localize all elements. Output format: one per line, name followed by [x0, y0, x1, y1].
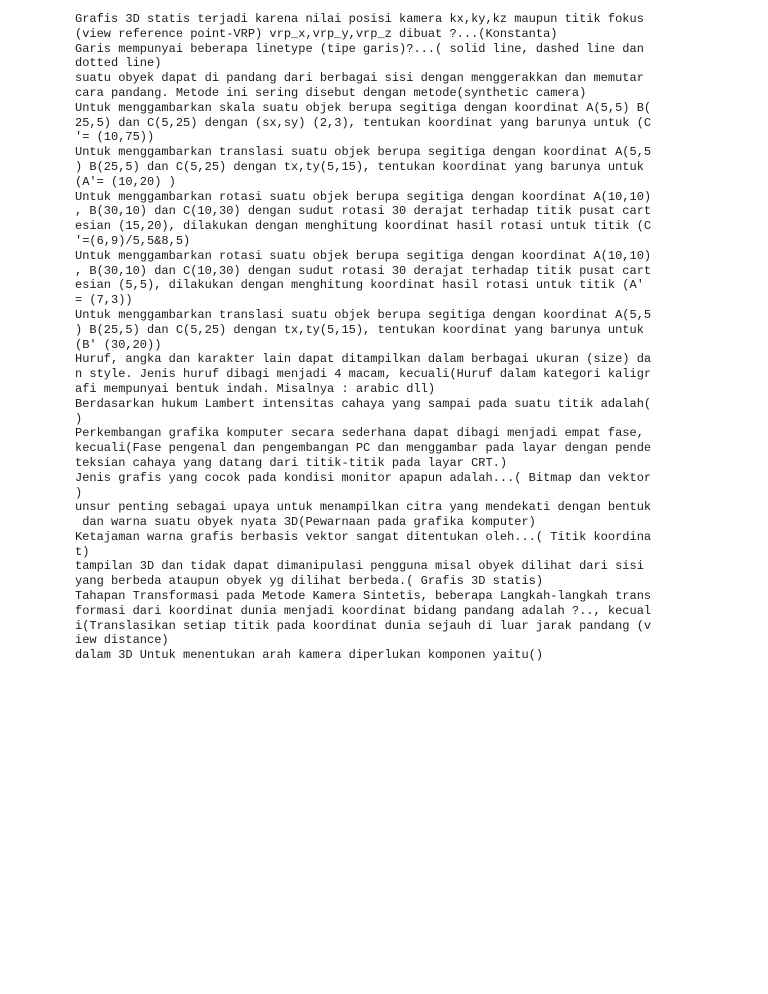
text-line: formasi dari koordinat dunia menjadi koordinat bidang pandang adalah ?.., kecual [75, 603, 652, 618]
text-line: Untuk menggambarkan translasi suatu objek berupa segitiga dengan koordinat A(5,5 [75, 145, 652, 160]
text-line: yang berbeda ataupun obyek yg dilihat berbeda.( Grafis 3D statis) [75, 574, 544, 589]
text-line: Tahapan Transformasi pada Metode Kamera Sintetis, beberapa Langkah-langkah trans [75, 589, 652, 604]
text-line: dotted line) [75, 56, 162, 71]
text-line: (view reference point-VRP) vrp_x,vrp_y,vrp_z dibuat ?...(Konstanta) [75, 26, 558, 41]
text-line: esian (15,20), dilakukan dengan menghitung koordinat hasil rotasi untuk titik (C [75, 219, 652, 234]
text-line: kecuali(Fase pengenal dan pengembangan PC dan menggambar pada layar dengan pende [75, 441, 652, 456]
text-line: i(Translasikan setiap titik pada koordinat dunia sejauh di luar jarak pandang (v [75, 618, 652, 633]
text-line: n style. Jenis huruf dibagi menjadi 4 macam, kecuali(Huruf dalam kategori kaligr [75, 367, 652, 382]
text-line: , B(30,10) dan C(10,30) dengan sudut rotasi 30 derajat terhadap titik pusat cart [75, 263, 652, 278]
text-line: ) [75, 411, 83, 426]
text-line: '=(6,9)/5,5&8,5) [75, 233, 191, 248]
text-line: teksian cahaya yang datang dari titik-titik pada layar CRT.) [75, 455, 508, 470]
text-line: tampilan 3D dan tidak dapat dimanipulasi pengguna misal obyek dilihat dari sisi [75, 559, 644, 574]
text-line: , B(30,10) dan C(10,30) dengan sudut rotasi 30 derajat terhadap titik pusat cart [75, 204, 652, 219]
text-line: (A'= (10,20) ) [75, 174, 176, 189]
text-line: ) B(25,5) dan C(5,25) dengan tx,ty(5,15), tentukan koordinat yang barunya untuk [75, 322, 644, 337]
text-line: esian (5,5), dilakukan dengan menghitung koordinat hasil rotasi untuk titik (A' [75, 278, 644, 293]
text-line: suatu obyek dapat di pandang dari berbagai sisi dengan menggerakkan dan memutar [75, 71, 644, 86]
text-line: Untuk menggambarkan skala suatu objek berupa segitiga dengan koordinat A(5,5) B( [75, 100, 652, 115]
text-line: Untuk menggambarkan rotasi suatu objek berupa segitiga dengan koordinat A(10,10) [75, 189, 652, 204]
document-body [75, 12, 685, 663]
text-line: Untuk menggambarkan rotasi suatu objek berupa segitiga dengan koordinat A(10,10) [75, 248, 652, 263]
text-line: Huruf, angka dan karakter lain dapat ditampilkan dalam berbagai ukuran (size) da [75, 352, 652, 367]
text-line: '= (10,75)) [75, 130, 155, 145]
text-line: afi mempunyai bentuk indah. Misalnya : arabic dll) [75, 381, 436, 396]
text-line: Berdasarkan hukum Lambert intensitas cahaya yang sampai pada suatu titik adalah( [75, 396, 652, 411]
text-line: Untuk menggambarkan translasi suatu objek berupa segitiga dengan koordinat A(5,5 [75, 307, 652, 322]
text-line: dalam 3D Untuk menentukan arah kamera diperlukan komponen yaitu() [75, 648, 544, 663]
text-line: = (7,3)) [75, 293, 133, 308]
text-line: ) [75, 485, 83, 500]
text-line: Grafis 3D statis terjadi karena nilai posisi kamera kx,ky,kz maupun titik fokus [75, 12, 644, 26]
text-line: unsur penting sebagai upaya untuk menampilkan citra yang mendekati dengan bentuk [75, 500, 652, 515]
text-line: Perkembangan grafika komputer secara sederhana dapat dibagi menjadi empat fase, [75, 426, 644, 441]
text-line: cara pandang. Metode ini sering disebut dengan metode(synthetic camera) [75, 85, 587, 100]
text-line: ) B(25,5) dan C(5,25) dengan tx,ty(5,15), tentukan koordinat yang barunya untuk [75, 159, 644, 174]
text-line: Jenis grafis yang cocok pada kondisi monitor apapun adalah...( Bitmap dan vektor [75, 470, 652, 485]
text-line: (B' (30,20)) [75, 337, 162, 352]
text-line: 25,5) dan C(5,25) dengan (sx,sy) (2,3), tentukan koordinat yang barunya untuk (C [75, 115, 652, 130]
text-line: iew distance) [75, 633, 169, 648]
text-line: dan warna suatu obyek nyata 3D(Pewarnaan pada grafika komputer) [75, 515, 536, 530]
text-line: t) [75, 544, 90, 559]
text-line: Ketajaman warna grafis berbasis vektor sangat ditentukan oleh...( Titik koordina [75, 529, 652, 544]
text-line: Garis mempunyai beberapa linetype (tipe garis)?...( solid line, dashed line dan [75, 41, 644, 56]
